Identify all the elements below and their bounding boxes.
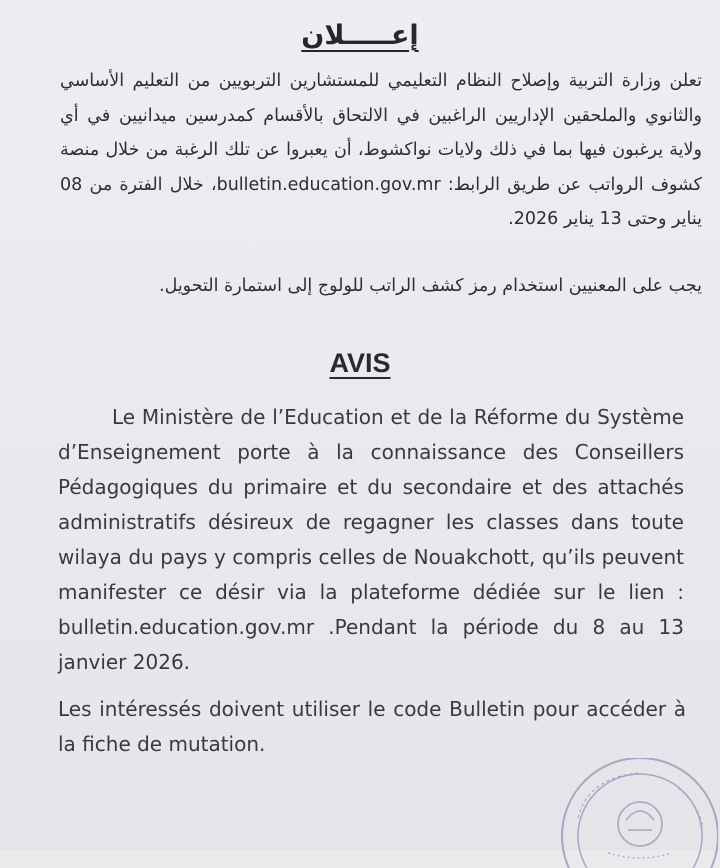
arabic-paragraph-block xyxy=(60,64,702,237)
official-stamp xyxy=(548,758,718,868)
arabic-paragraph: تعلن وزارة التربية وإصلاح النظام التعليمي للمستشارين التربويين من التعليم الأساسي والثانوي والملحقين الإداريين الراغبين في الالتحاق بالأقسام كمدرسين ميدانيين في أي ولاية يرغبون فيها بما في ذلك ولايات نواكشوط، أن يعبروا عن تلك الرغبة من خلال منصة كشوف الرواتب عن طريق الرابط: bulletin.education.gov.mr، خلال الفترة من 08 يناير وحتى 13 يناير 2026. xyxy=(60,71,702,229)
stamp-seal-icon xyxy=(548,758,718,868)
arabic-note: يجب على المعنيين استخدام رمز كشف الراتب للولوج إلى استمارة التحويل. xyxy=(159,276,702,296)
french-paragraph: Le Ministère de l’Education et de la Réforme du Système d’Enseignement porte à la connaissance des Conseillers Pédagogiques du primaire et du secondaire et des attachés administratifs désireux de regagner les classes dans toute wilaya du pays y compris celles de Nouakchott, qu’ils peuvent manifester ce désir via la plateforme dédiée sur le lien : bulletin.education.gov.mr .Pendant la période du 8 au 13 janvier 2026. xyxy=(58,405,684,674)
french-note: Les intéressés doivent utiliser le code Bulletin pour accéder à la fiche de mutation. xyxy=(58,697,686,756)
french-paragraph-block xyxy=(58,400,684,680)
arabic-title: إعـــــلان xyxy=(301,20,419,51)
french-title: AVIS xyxy=(329,348,391,378)
